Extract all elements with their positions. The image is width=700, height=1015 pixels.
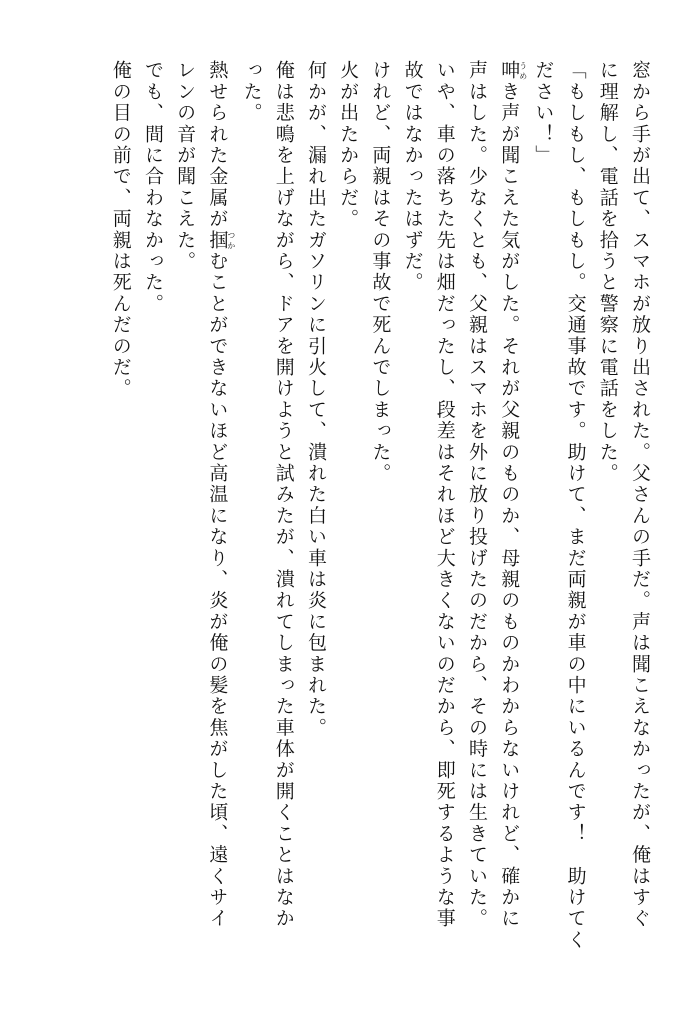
vertical-text-body — [105, 60, 656, 960]
text-line-11: 何かが、漏れ出たガソリンに引火して、潰れた白い車は炎に包まれた。 — [304, 60, 327, 739]
text-line-14 — [201, 60, 235, 960]
ruby-reading: うめ — [518, 60, 528, 82]
ruby-base: 掴 — [206, 229, 229, 251]
text-line-9: けれど、両親はその事故で死んでしまった。 — [369, 60, 392, 484]
text-line-3: 「もしもし、もしもし。交通事故です。助けて、まだ両親が車の中にいるんです！ 助けてく — [564, 60, 587, 951]
ruby-annotation — [206, 229, 236, 251]
text-line-4: ださい！」 — [532, 60, 555, 166]
text-line-8: 故ではなかったはずだ。 — [401, 60, 424, 294]
text-line-6: 声はした。少なくとも、父親はスマホを外に放り投げたのだから、その時には生きていた。 — [465, 60, 488, 930]
text-segment: 熱せられた金属が — [206, 60, 229, 230]
text-line-2: に理解し、電話を拾うと警察に電話をした。 — [596, 60, 619, 484]
text-line-16: でも、間に合わなかった。 — [141, 60, 164, 315]
text-line-12: 俺は悲鳴を上げながら、ドアを開けようと試みたが、潰れてしまった車体が開くことはなか — [272, 60, 295, 930]
text-segment: むことができないほど高温になり、炎が俺の髪を焦がした頃、遠くサイ — [206, 250, 229, 930]
text-segment: き声が聞こえた気がした。それが父親のものか、母親のものかわからないけれど、確かに — [498, 81, 521, 930]
ruby-annotation — [498, 60, 528, 82]
text-line-13: った。 — [240, 60, 263, 124]
text-line-1: 窓から手が出て、スマホが放り出された。父さんの手だ。声は聞こえなかったが、俺はすぐ — [629, 60, 651, 930]
ruby-reading: つか — [226, 229, 236, 251]
ruby-base: 呻 — [498, 60, 521, 82]
text-line-17: 俺の目の前で、両親は死んだのだ。 — [109, 60, 132, 400]
text-line-10: 火が出たからだ。 — [337, 60, 360, 230]
text-line-15: レンの音が聞こえた。 — [174, 60, 197, 272]
text-line-5 — [493, 60, 527, 960]
text-line-7: いや、車の落ちた先は畑だったし、段差はそれほど大きくないのだから、即死するような事 — [433, 60, 456, 930]
